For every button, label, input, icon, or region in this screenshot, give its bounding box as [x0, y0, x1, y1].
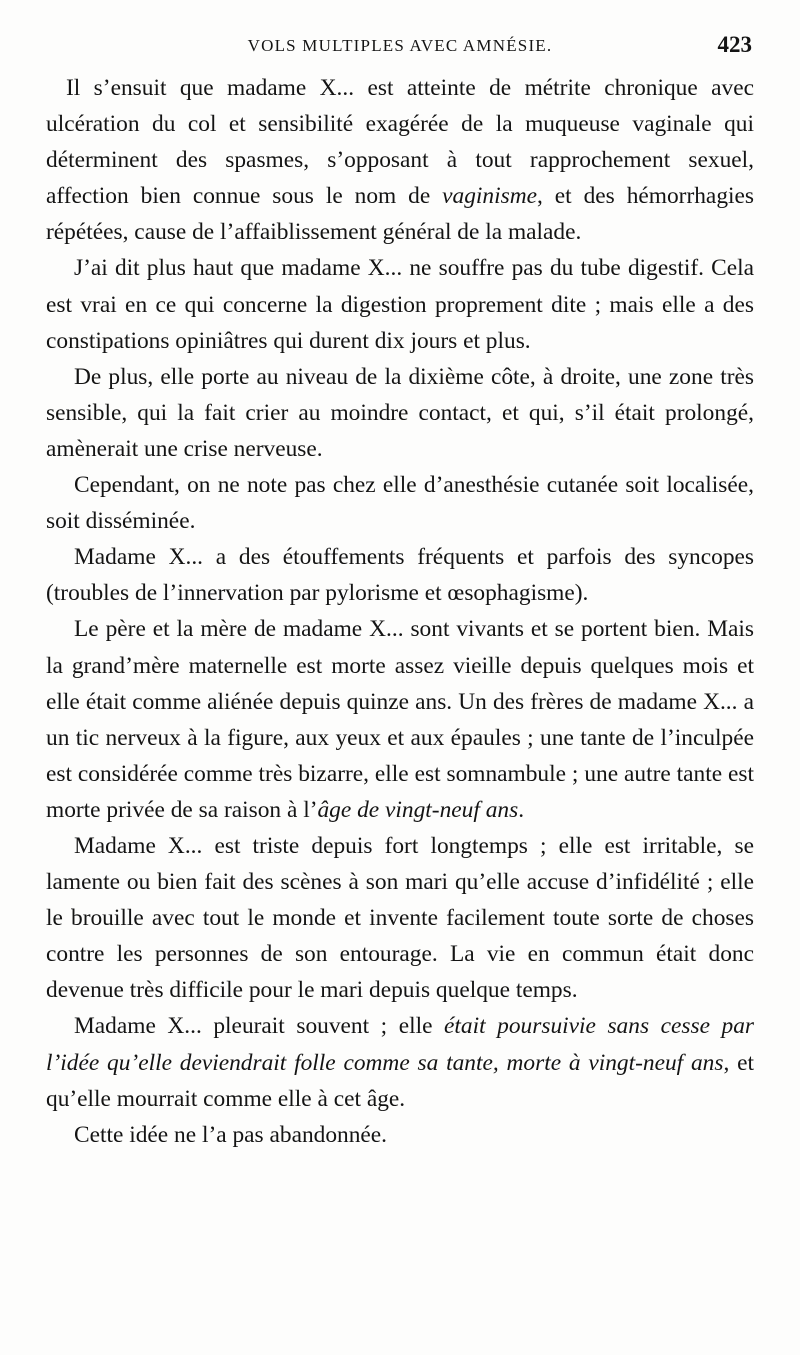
text-run: , et des hémorrhagies répétées, cause de l’affaiblissement général de la malade.	[46, 183, 754, 246]
paragraph	[46, 70, 754, 250]
italic-text: était poursuivie sans cesse par l’idée qu’elle deviendrait folle comme sa tante, morte à vingt-neuf ans	[46, 1013, 754, 1076]
text-run: Cependant, on ne note pas chez elle d’anesthésie cutanée soit localisée, soit disséminée.	[46, 472, 754, 535]
body-text	[46, 70, 754, 1153]
paragraph	[46, 828, 754, 1008]
text-run: Madame X... est triste depuis fort longtemps ; elle est irritable, se lamente ou bien fait des scènes à son mari qu’elle accuse d’infidélité ; elle le brouille avec tout le monde et invente facilement toute sorte de choses contre les personnes de son entourage. La vie en commun était donc devenue très difficile pour le mari depuis quelque temps.	[46, 832, 754, 1004]
text-run: De plus, elle porte au niveau de la dixième côte, à droite, une zone très sensible, qui la fait crier au moindre contact, et qui, s’il était prolongé, amènerait une crise nerveuse.	[46, 363, 754, 462]
paragraph	[46, 539, 754, 611]
text-run: Madame X... a des étouffements fréquents et parfois des syncopes (troubles de l’innervation par pylorisme et œsophagisme).	[46, 544, 754, 607]
paragraph	[46, 359, 754, 467]
paragraph	[46, 467, 754, 539]
paragraph	[46, 250, 754, 358]
text-run: .	[518, 796, 525, 823]
page-number: 423	[717, 32, 752, 57]
text-run: J’ai dit plus haut que madame X... ne souffre pas du tube digestif. Cela est vrai en ce qui concerne la digestion proprement dite ; mais elle a des constipations opiniâtres qui durent dix jours et plus.	[46, 255, 754, 354]
running-head	[46, 34, 754, 64]
text-run: Il s’ensuit que madame X... est atteinte de métrite chronique avec ulcération du col et sensibilité exagérée de la muqueuse vaginale qui déterminent des spasmes, s’opposant à tout rapprochement sexuel, affection bien connue sous le nom de	[46, 75, 754, 210]
italic-text: âge de vingt-neuf ans	[317, 796, 519, 823]
paragraph	[46, 1117, 754, 1153]
paragraph	[46, 611, 754, 828]
text-run: Le père et la mère de madame X... sont vivants et se portent bien. Mais la grand’mère maternelle est morte assez vieille depuis quelques mois et elle était comme aliénée depuis quinze ans. Un des frères de madame X... a un tic nerveux à la figure, aux yeux et aux épaules ; une tante de l’inculpée est considérée comme très bizarre, elle est somnambule ; une autre tante est morte privée de sa raison à l’	[46, 616, 754, 823]
text-run: Madame X... pleurait souvent ; elle	[74, 1013, 445, 1040]
text-run: , et qu’elle mourrait comme elle à cet âge.	[46, 1049, 755, 1112]
paragraph	[46, 1008, 754, 1116]
text-run: Cette idée ne l’a pas abandonnée.	[74, 1121, 388, 1148]
running-title: VOLS MULTIPLES AVEC AMNÉSIE.	[247, 36, 553, 55]
italic-text: vaginisme	[442, 183, 537, 210]
